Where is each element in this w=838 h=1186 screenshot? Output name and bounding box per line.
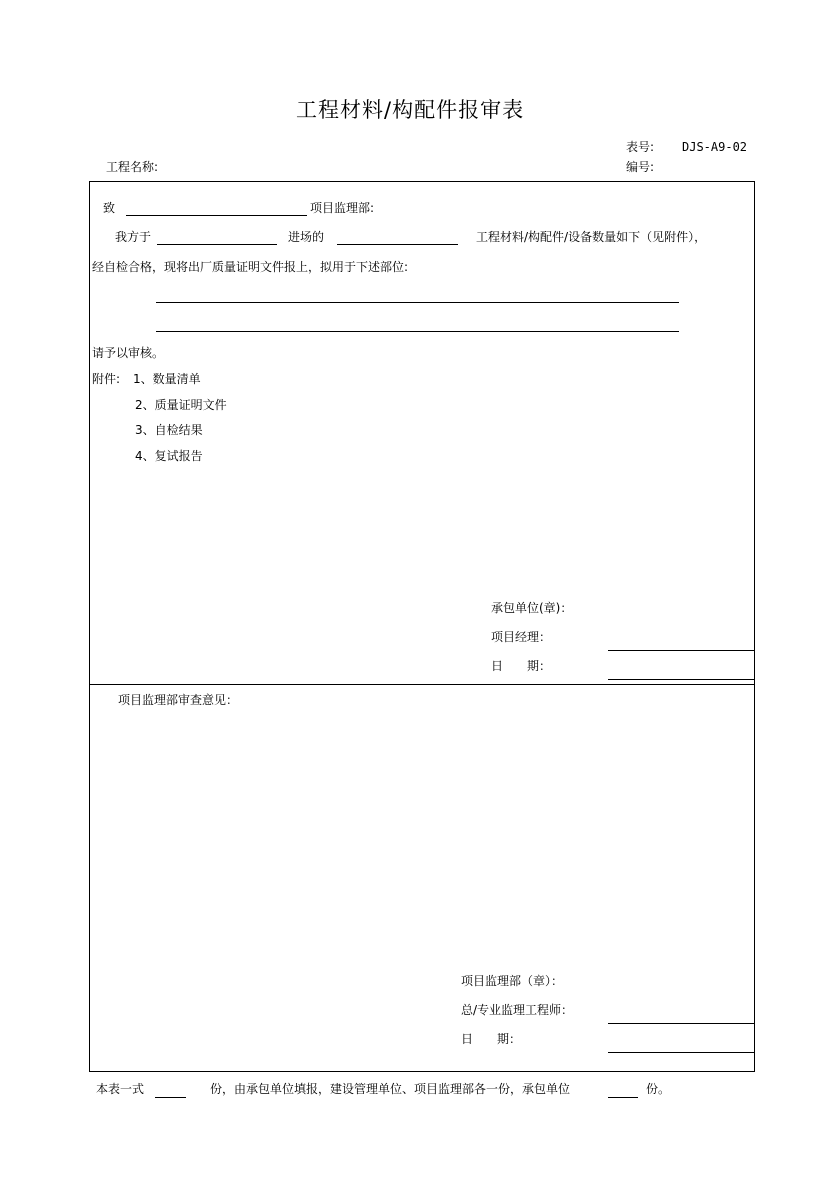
footer-text-3: 份。 (646, 1082, 671, 1096)
application-date-label: 日 期： (491, 659, 552, 673)
attachment-item: 2、质量证明文件 (135, 398, 227, 412)
to-prefix: 致 (103, 201, 116, 215)
contractor-copies-field[interactable] (608, 1097, 638, 1098)
serial-no-label: 编号: (626, 160, 655, 174)
engineer-label: 总/专业监理工程师： (461, 1003, 574, 1017)
entered-label: 进场的 (288, 230, 325, 244)
copies-count-field[interactable] (155, 1097, 186, 1098)
attachment-item: 3、自检结果 (135, 423, 203, 437)
project-name-label: 工程名称: (106, 160, 159, 174)
manager-label: 项目经理： (491, 630, 552, 644)
review-date-field[interactable] (608, 1052, 755, 1053)
engineer-signature-field[interactable] (608, 1023, 755, 1024)
form-no-value: DJS-A9-02 (682, 140, 748, 154)
application-date-field[interactable] (608, 679, 755, 680)
location-field-1[interactable] (156, 302, 679, 303)
manager-signature-field[interactable] (608, 650, 755, 651)
item-name-field[interactable] (337, 244, 458, 245)
recipient-field[interactable] (126, 215, 307, 216)
footer-text-1: 本表一式 (96, 1082, 145, 1096)
form-title: 工程材料/构配件报审表 (296, 98, 525, 122)
items-text: 工程材料/构配件/设备数量如下（见附件）， (476, 230, 707, 244)
form-no-label: 表号: (626, 140, 655, 154)
supervision-dept-label: 项目监理部（章）： (461, 974, 564, 988)
self-check-text: 经自检合格，现将出厂质量证明文件报上，拟用于下述部位: (92, 260, 409, 274)
attachments-label: 附件: (92, 372, 121, 386)
contractor-label: 承包单位(章)： (491, 601, 573, 615)
to-suffix: 项目监理部: (310, 201, 375, 215)
location-field-2[interactable] (156, 331, 679, 332)
footer-text-2: 份，由承包单位填报，建设管理单位、项目监理部各一份，承包单位 (210, 1082, 571, 1096)
attachment-item: 4、复试报告 (135, 449, 203, 463)
review-date-label: 日 期： (461, 1032, 522, 1046)
please-review-text: 请予以审核。 (92, 346, 165, 360)
review-opinion-label: 项目监理部审查意见： (118, 693, 239, 707)
we-at-label: 我方于 (115, 230, 152, 244)
attachment-item: 1、数量清单 (133, 372, 201, 386)
review-section (89, 684, 755, 1072)
entry-date-field[interactable] (157, 244, 277, 245)
